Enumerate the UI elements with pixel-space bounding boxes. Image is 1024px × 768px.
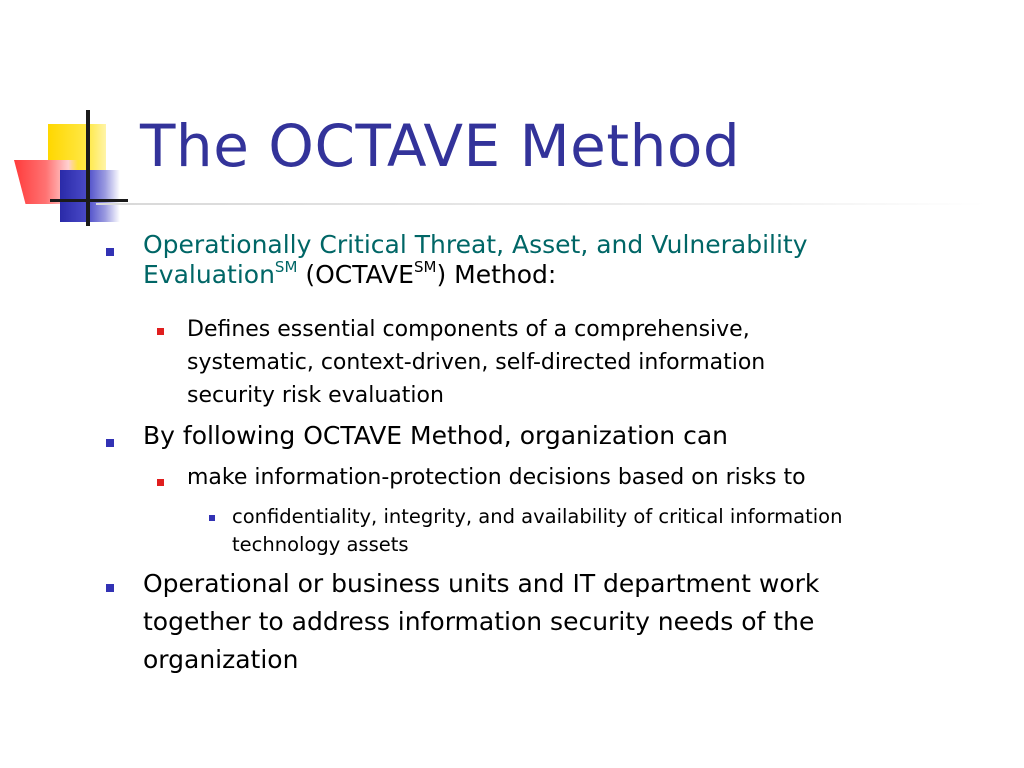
bullet-square-icon — [157, 479, 164, 486]
bullet-square-icon — [106, 584, 114, 592]
bullet-text-line: By following OCTAVE Method, organization can — [143, 421, 728, 450]
bullet-text-fragment: Evaluation — [143, 260, 275, 289]
bullet-text-line: organization — [143, 645, 299, 674]
bullet-square-icon — [157, 328, 164, 335]
decorative-blue-square — [60, 170, 120, 222]
bullet-text-line: technology assets — [232, 533, 409, 556]
bullet-text-fragment: ) Method: — [436, 260, 557, 289]
title-underline — [96, 203, 986, 205]
service-mark: SM — [274, 257, 298, 276]
bullet-text-line: confidentiality, integrity, and availability of critical information — [232, 505, 843, 528]
service-mark: SM — [413, 257, 437, 276]
decorative-vertical-line — [86, 110, 90, 226]
bullet-text-line: systematic, context-driven, self-directed information — [187, 350, 766, 375]
bullet-square-icon — [106, 439, 114, 447]
slide-title: The OCTAVE Method — [140, 112, 741, 180]
bullet-square-icon — [106, 248, 114, 256]
bullet-text-line: security risk evaluation — [187, 383, 444, 408]
bullet-text-line: make information-protection decisions based on risks to — [187, 465, 806, 490]
decorative-horizontal-line — [50, 199, 128, 202]
bullet-text-line: Defines essential components of a comprehensive, — [187, 317, 750, 342]
bullet-text-line: Operationally Critical Threat, Asset, and Vulnerability — [143, 230, 808, 259]
bullet-text-line — [143, 257, 983, 290]
bullet-text-line: Operational or business units and IT department work — [143, 569, 820, 598]
bullet-text-line: together to address information security needs of the — [143, 607, 815, 636]
bullet-text-fragment: (OCTAVE — [297, 260, 414, 289]
bullet-square-icon — [209, 515, 215, 521]
